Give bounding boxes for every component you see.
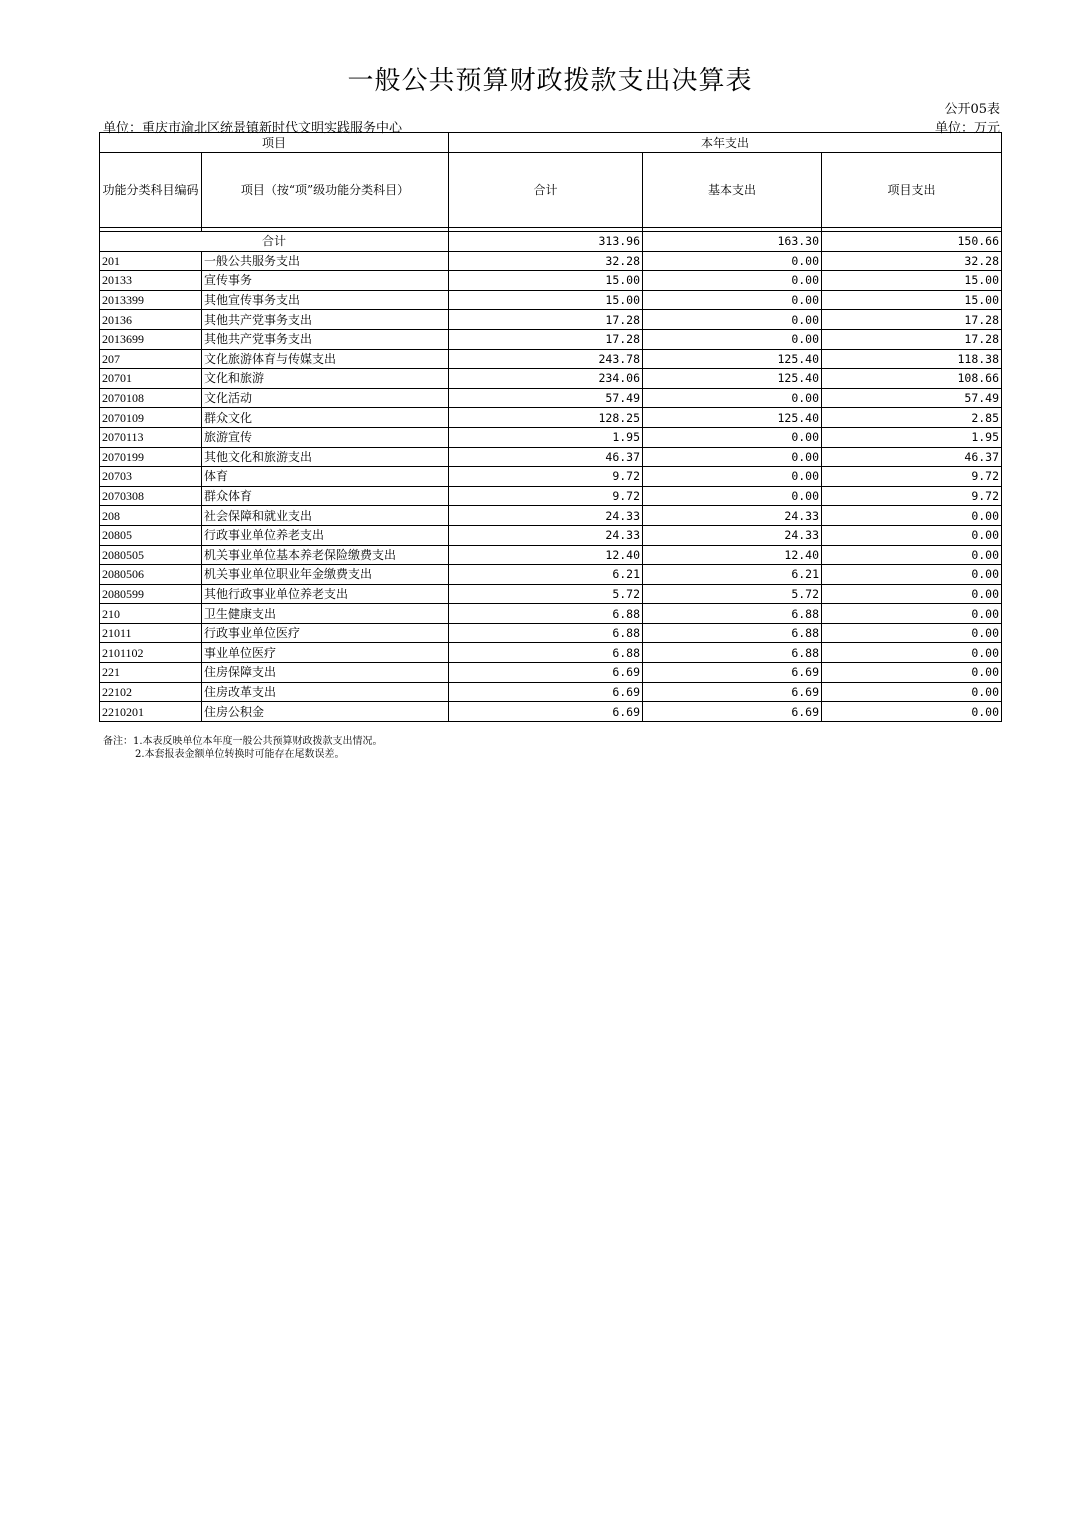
note-2: 2.本套报表金额单位转换时可能存在尾数误差。 (135, 749, 345, 760)
row-project: 46.37 (822, 447, 1002, 467)
row-project: 17.28 (822, 310, 1002, 330)
row-code: 2013699 (100, 329, 202, 349)
unit-organization: 单位：重庆市渝北区统景镇新时代文明实践服务中心 (103, 121, 403, 136)
row-total: 32.28 (449, 251, 643, 271)
row-project: 0.00 (822, 702, 1002, 722)
row-code: 20136 (100, 310, 202, 330)
table-row (100, 702, 1002, 722)
row-basic: 125.40 (643, 408, 822, 428)
row-project: 1.95 (822, 427, 1002, 447)
notes (103, 735, 383, 761)
row-name: 住房改革支出 (202, 682, 449, 702)
row-total: 17.28 (449, 310, 643, 330)
table-row (100, 388, 1002, 408)
page-title: 一般公共预算财政拨款支出决算表 (347, 66, 753, 96)
row-code: 2013399 (100, 290, 202, 310)
row-code: 2070113 (100, 427, 202, 447)
row-basic: 6.88 (643, 643, 822, 663)
row-total: 243.78 (449, 349, 643, 369)
table-row (100, 682, 1002, 702)
row-basic: 0.00 (643, 329, 822, 349)
row-total: 57.49 (449, 388, 643, 408)
row-name: 行政事业单位养老支出 (202, 525, 449, 545)
row-code: 2070109 (100, 408, 202, 428)
total-amount: 313.96 (449, 232, 643, 252)
row-total: 24.33 (449, 506, 643, 526)
table-row (100, 604, 1002, 624)
table-row (100, 545, 1002, 565)
row-basic: 0.00 (643, 271, 822, 291)
row-basic: 0.00 (643, 467, 822, 487)
row-code: 2101102 (100, 643, 202, 663)
row-total: 234.06 (449, 369, 643, 389)
row-code: 2070308 (100, 486, 202, 506)
row-basic: 5.72 (643, 584, 822, 604)
header-basic: 基本支出 (643, 153, 822, 228)
unit-money: 单位：万元 (934, 121, 1000, 136)
table-row (100, 349, 1002, 369)
row-project: 0.00 (822, 525, 1002, 545)
row-project: 0.00 (822, 682, 1002, 702)
row-name: 住房公积金 (202, 702, 449, 722)
row-project: 9.72 (822, 486, 1002, 506)
row-basic: 6.69 (643, 682, 822, 702)
row-name: 旅游宣传 (202, 427, 449, 447)
table-row (100, 506, 1002, 526)
row-code: 20703 (100, 467, 202, 487)
row-basic: 125.40 (643, 349, 822, 369)
total-row (100, 232, 1002, 252)
row-project: 0.00 (822, 663, 1002, 683)
row-code: 2080506 (100, 565, 202, 585)
row-basic: 12.40 (643, 545, 822, 565)
row-code: 2210201 (100, 702, 202, 722)
row-total: 24.33 (449, 525, 643, 545)
row-code: 208 (100, 506, 202, 526)
row-basic: 0.00 (643, 447, 822, 467)
row-project: 57.49 (822, 388, 1002, 408)
row-code: 20805 (100, 525, 202, 545)
total-basic: 163.30 (643, 232, 822, 252)
row-name: 机关事业单位基本养老保险缴费支出 (202, 545, 449, 565)
row-name: 卫生健康支出 (202, 604, 449, 624)
row-name: 群众文化 (202, 408, 449, 428)
row-basic: 0.00 (643, 388, 822, 408)
table-row (100, 447, 1002, 467)
row-total: 6.88 (449, 623, 643, 643)
row-total: 9.72 (449, 486, 643, 506)
row-name: 其他宣传事务支出 (202, 290, 449, 310)
row-project: 118.38 (822, 349, 1002, 369)
row-name: 其他文化和旅游支出 (202, 447, 449, 467)
table-row (100, 486, 1002, 506)
row-code: 210 (100, 604, 202, 624)
row-name: 文化活动 (202, 388, 449, 408)
header-name: 项目（按“项”级功能分类科目） (202, 153, 449, 228)
row-project: 0.00 (822, 565, 1002, 585)
row-code: 207 (100, 349, 202, 369)
row-name: 社会保障和就业支出 (202, 506, 449, 526)
row-code: 201 (100, 251, 202, 271)
row-basic: 6.21 (643, 565, 822, 585)
table-row (100, 663, 1002, 683)
table-row (100, 467, 1002, 487)
row-total: 5.72 (449, 584, 643, 604)
row-basic: 0.00 (643, 310, 822, 330)
row-total: 6.21 (449, 565, 643, 585)
row-project: 15.00 (822, 290, 1002, 310)
row-name: 体育 (202, 467, 449, 487)
row-name: 其他行政事业单位养老支出 (202, 584, 449, 604)
table-number: 公开05表 (944, 102, 1000, 117)
table-row (100, 310, 1002, 330)
table-row (100, 427, 1002, 447)
row-name: 文化旅游体育与传媒支出 (202, 349, 449, 369)
row-code: 22102 (100, 682, 202, 702)
row-code: 2080505 (100, 545, 202, 565)
row-name: 宣传事务 (202, 271, 449, 291)
row-name: 群众体育 (202, 486, 449, 506)
row-project: 0.00 (822, 604, 1002, 624)
row-total: 9.72 (449, 467, 643, 487)
row-code: 2080599 (100, 584, 202, 604)
row-total: 1.95 (449, 427, 643, 447)
row-total: 12.40 (449, 545, 643, 565)
row-project: 108.66 (822, 369, 1002, 389)
note-1: 备注：1.本表反映单位本年度一般公共预算财政拨款支出情况。 (103, 736, 383, 747)
row-project: 32.28 (822, 251, 1002, 271)
table-row (100, 565, 1002, 585)
row-basic: 0.00 (643, 427, 822, 447)
row-basic: 6.69 (643, 702, 822, 722)
table-row (100, 525, 1002, 545)
row-basic: 0.00 (643, 290, 822, 310)
row-code: 221 (100, 663, 202, 683)
row-basic: 6.88 (643, 623, 822, 643)
row-name: 其他共产党事务支出 (202, 329, 449, 349)
header-this-year: 本年支出 (449, 133, 1002, 153)
table-row (100, 271, 1002, 291)
row-basic: 6.88 (643, 604, 822, 624)
row-basic: 6.69 (643, 663, 822, 683)
row-name: 其他共产党事务支出 (202, 310, 449, 330)
row-name: 文化和旅游 (202, 369, 449, 389)
expenditure-table (99, 132, 1002, 722)
header-project: 项目 (100, 133, 449, 153)
row-total: 15.00 (449, 271, 643, 291)
row-total: 6.69 (449, 702, 643, 722)
row-project: 17.28 (822, 329, 1002, 349)
row-project: 9.72 (822, 467, 1002, 487)
row-project: 0.00 (822, 584, 1002, 604)
table-row (100, 584, 1002, 604)
row-basic: 0.00 (643, 486, 822, 506)
row-total: 128.25 (449, 408, 643, 428)
total-project: 150.66 (822, 232, 1002, 252)
row-basic: 125.40 (643, 369, 822, 389)
table-row (100, 408, 1002, 428)
row-name: 住房保障支出 (202, 663, 449, 683)
row-basic: 24.33 (643, 525, 822, 545)
row-basic: 0.00 (643, 251, 822, 271)
row-total: 17.28 (449, 329, 643, 349)
row-name: 事业单位医疗 (202, 643, 449, 663)
header-total: 合计 (449, 153, 643, 228)
row-total: 46.37 (449, 447, 643, 467)
row-basic: 24.33 (643, 506, 822, 526)
row-total: 6.69 (449, 682, 643, 702)
row-total: 6.88 (449, 643, 643, 663)
row-project: 2.85 (822, 408, 1002, 428)
row-code: 2070199 (100, 447, 202, 467)
row-total: 6.69 (449, 663, 643, 683)
row-code: 20133 (100, 271, 202, 291)
header-project-expense: 项目支出 (822, 153, 1002, 228)
table-row (100, 369, 1002, 389)
row-project: 0.00 (822, 623, 1002, 643)
table-row (100, 251, 1002, 271)
row-total: 15.00 (449, 290, 643, 310)
table-row (100, 623, 1002, 643)
row-name: 一般公共服务支出 (202, 251, 449, 271)
table-row (100, 290, 1002, 310)
row-code: 21011 (100, 623, 202, 643)
row-code: 2070108 (100, 388, 202, 408)
row-project: 0.00 (822, 545, 1002, 565)
header-code: 功能分类科目编码 (100, 153, 202, 228)
table-row (100, 329, 1002, 349)
row-project: 0.00 (822, 506, 1002, 526)
total-label: 合计 (100, 232, 449, 252)
row-name: 机关事业单位职业年金缴费支出 (202, 565, 449, 585)
row-project: 15.00 (822, 271, 1002, 291)
row-code: 20701 (100, 369, 202, 389)
row-total: 6.88 (449, 604, 643, 624)
table-row (100, 643, 1002, 663)
row-project: 0.00 (822, 643, 1002, 663)
row-name: 行政事业单位医疗 (202, 623, 449, 643)
